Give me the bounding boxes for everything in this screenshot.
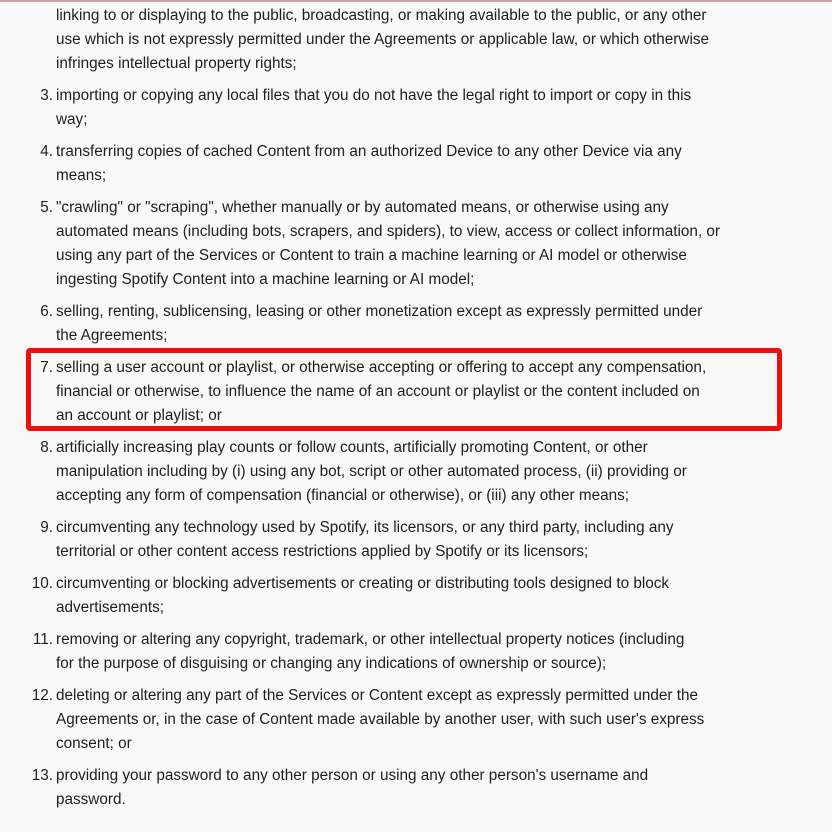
- text-line: use which is not expressly permitted under the Agreements or applicable law, or which otherwise: [56, 31, 710, 48]
- text-line: providing your password to any other person or using any other person's username and: [56, 767, 649, 784]
- list-number: 13.: [31, 767, 53, 784]
- text-line: means;: [56, 167, 107, 184]
- text-line: linking to or displaying to the public, broadcasting, or making available to the public, or any other: [56, 7, 707, 24]
- highlight-annotation-box: [26, 348, 782, 431]
- text-line: manipulation including by (i) using any bot, script or other automated process, (ii) providing or: [56, 463, 687, 480]
- top-border: [0, 0, 832, 2]
- list-number: 11.: [32, 631, 53, 648]
- text-line: removing or altering any copyright, trademark, or other intellectual property notices (including: [56, 631, 685, 648]
- text-line: Agreements or, in the case of Content made available by another user, with such user's express: [56, 711, 705, 728]
- list-item-text: [56, 684, 816, 756]
- text-line: circumventing any technology used by Spotify, its licensors, or any third party, including any: [56, 519, 674, 536]
- list-number: 5.: [40, 199, 53, 216]
- text-line: selling a user account or playlist, or otherwise accepting or offering to accept any compensation,: [56, 359, 707, 376]
- text-line: advertisements;: [56, 599, 164, 616]
- list-item-text: [56, 628, 816, 676]
- list-item-text: [56, 84, 816, 132]
- text-line: for the purpose of disguising or changing any indications of ownership or source);: [56, 655, 607, 672]
- list-number: 7.: [40, 359, 53, 376]
- text-line: infringes intellectual property rights;: [56, 55, 297, 72]
- text-line: financial or otherwise, to influence the name of an account or playlist or the content included on: [56, 383, 700, 400]
- list-number: 9.: [40, 519, 53, 536]
- list-number: 4.: [40, 143, 53, 160]
- list-item-text: [56, 764, 816, 812]
- text-line: way;: [56, 111, 88, 128]
- list-item-text: [56, 4, 816, 76]
- list-item-text: [56, 196, 816, 292]
- text-line: automated means (including bots, scrapers, and spiders), to view, access or collect information, or: [56, 223, 721, 240]
- text-line: consent; or: [56, 735, 132, 752]
- text-line: importing or copying any local files that you do not have the legal right to import or copy in this: [56, 87, 692, 104]
- text-line: an account or playlist; or: [56, 407, 222, 424]
- text-line: accepting any form of compensation (financial or otherwise), or (iii) any other means;: [56, 487, 630, 504]
- text-line: territorial or other content access restrictions applied by Spotify or its licensors;: [56, 543, 589, 560]
- text-line: circumventing or blocking advertisements or creating or distributing tools designed to block: [56, 575, 670, 592]
- text-line: ingesting Spotify Content into a machine learning or AI model;: [56, 271, 475, 288]
- list-number: 6.: [40, 303, 53, 320]
- list-item-text: [56, 300, 816, 348]
- text-line: the Agreements;: [56, 327, 168, 344]
- list-item-text: [56, 436, 816, 508]
- text-line: "crawling" or "scraping", whether manually or by automated means, or otherwise using any: [56, 199, 669, 216]
- text-line: password.: [56, 791, 126, 808]
- list-number: 3.: [40, 87, 53, 104]
- text-line: transferring copies of cached Content from an authorized Device to any other Device via any: [56, 143, 682, 160]
- list-item-text: [56, 516, 816, 564]
- list-number: 12.: [31, 687, 53, 704]
- list-item-text: [56, 572, 816, 620]
- text-line: selling, renting, sublicensing, leasing or other monetization except as expressly permitted under: [56, 303, 703, 320]
- text-line: deleting or altering any part of the Services or Content except as expressly permitted under the: [56, 687, 698, 704]
- list-number: 10.: [31, 575, 53, 592]
- text-line: using any part of the Services or Content to train a machine learning or AI model or otherwise: [56, 247, 687, 264]
- text-line: artificially increasing play counts or follow counts, artificially promoting Content, or other: [56, 439, 648, 456]
- list-item-text: [56, 140, 816, 188]
- list-number: 8.: [40, 439, 53, 456]
